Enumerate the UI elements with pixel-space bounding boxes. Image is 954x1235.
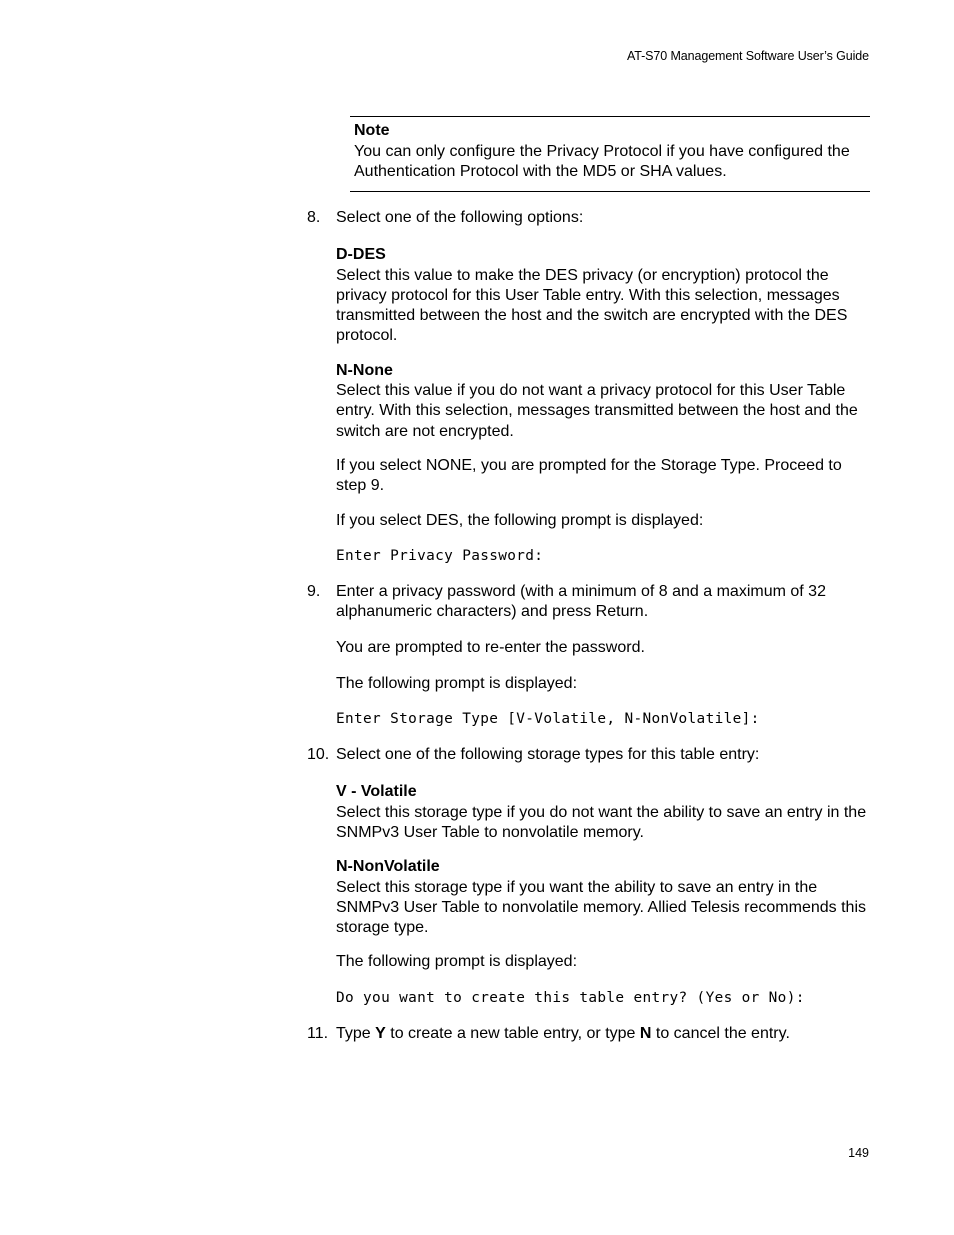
paragraph: The following prompt is displayed:: [336, 953, 578, 971]
option-n-none: [307, 361, 872, 442]
option-title: N-None: [336, 361, 393, 379]
option-title: N-NonVolatile: [336, 858, 440, 876]
option-d-des: [307, 245, 872, 346]
code-prompt: Enter Privacy Password:: [336, 547, 544, 564]
paragraph: You are prompted to re-enter the password.: [336, 639, 645, 657]
code-prompt: Enter Storage Type [V-Volatile, N-NonVolatile]:: [336, 711, 760, 728]
step-number: 9.: [307, 582, 321, 600]
option-title: D-DES: [336, 246, 386, 264]
option-title: V - Volatile: [336, 783, 417, 801]
step-text-a: Type: [336, 1024, 376, 1042]
step-11: [307, 1024, 872, 1044]
key-no: N: [639, 1024, 652, 1042]
step-9: [307, 582, 872, 623]
step-text: Select one of the following options:: [336, 209, 584, 226]
option-text: Select this storage type if you do not want the ability to save an entry in the SNMPv3 User Table to nonvolatile memory.: [336, 803, 867, 841]
code-prompt: Do you want to create this table entry? (Yes or No):: [336, 989, 805, 1006]
step-number: 8.: [307, 209, 321, 226]
running-header: AT-S70 Management Software User’s Guide: [626, 49, 869, 63]
step-text-b: to create a new table entry, or type: [385, 1024, 640, 1042]
step-number: 10.: [307, 746, 330, 764]
key-yes: Y: [375, 1024, 386, 1042]
main-content: [307, 208, 872, 1044]
note-title: Note: [354, 122, 390, 139]
note-box: [350, 116, 870, 192]
step-number: 11.: [307, 1024, 329, 1042]
step-text: Enter a privacy password (with a minimum of 8 and a maximum of 32 alphanumeric characters) and press Return.: [336, 582, 826, 621]
note-text: You can only configure the Privacy Protocol if you have configured the Authentication Protocol with the MD5 or SHA values.: [354, 142, 850, 180]
page-number: 149: [848, 1146, 869, 1160]
option-text: Select this value if you do not want a privacy protocol for this User Table entry. With this selection, messages transmitted between the host and the switch are not encrypted.: [336, 382, 858, 440]
paragraph: The following prompt is displayed:: [336, 674, 578, 692]
step-text-c: to cancel the entry.: [651, 1024, 790, 1042]
option-text: Select this value to make the DES privacy (or encryption) protocol the privacy protocol for this User Table entry. With this selection, messages transmitted between the host and the switch are encrypted with the DES protocol.: [336, 266, 848, 345]
step-text: Select one of the following storage types for this table entry:: [336, 746, 760, 764]
option-v-volatile: [307, 782, 872, 843]
paragraph: If you select DES, the following prompt is displayed:: [336, 511, 704, 529]
step-10: [307, 745, 872, 765]
option-n-nonvolatile: [307, 857, 872, 938]
option-text: Select this storage type if you want the ability to save an entry in the SNMPv3 User Table to nonvolatile memory. Allied Telesis recommends this storage type.: [336, 878, 866, 937]
step-8: [307, 208, 872, 228]
paragraph: If you select NONE, you are prompted for the Storage Type. Proceed to step 9.: [336, 456, 842, 495]
